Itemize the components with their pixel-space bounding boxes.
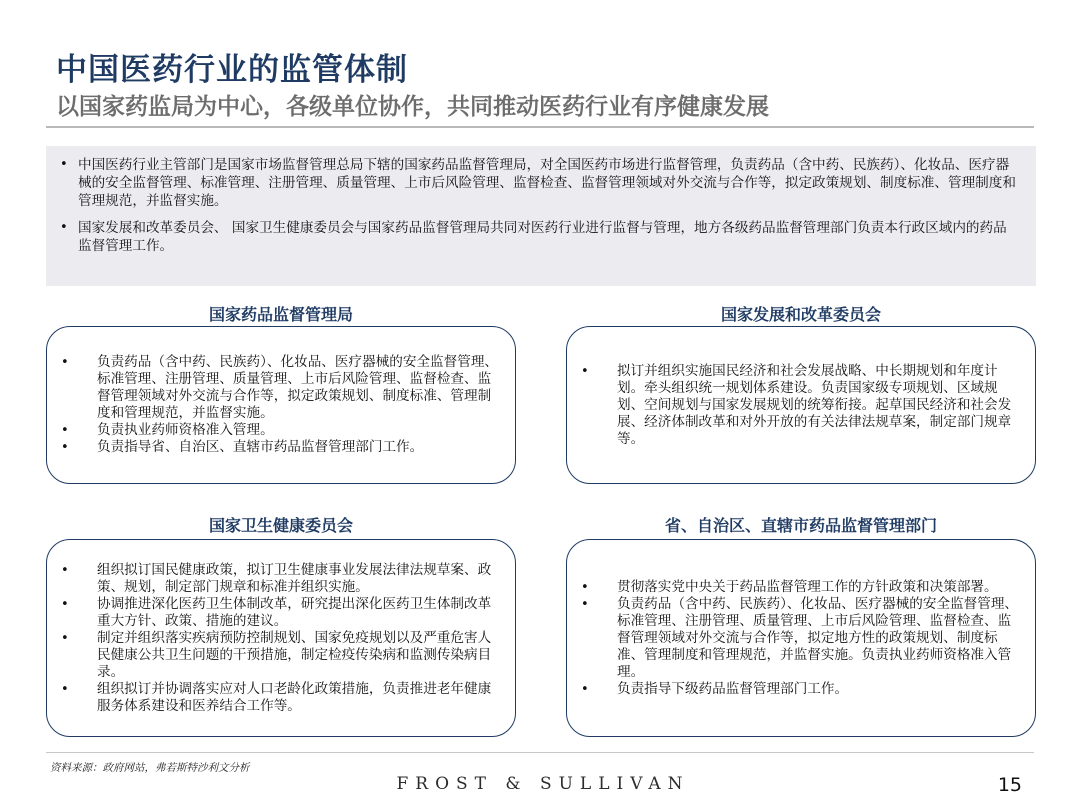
provincial-bullet-text: 贯彻落实党中央关于药品监督管理工作的方针政策和决策部署。 xyxy=(617,578,998,595)
bullet-icon: • xyxy=(61,440,69,455)
bullet-icon: • xyxy=(60,220,68,235)
provincial-bullet-text: 负责药品（含中药、民族药）、化妆品、医疗器械的安全监督管理、标准管理、注册管理、质量管理、上市后风险管理、监督检查、监督管理领域对外交流与合作等，拟定地方性的政策规划、制度标准、管理制度和管理规范，并监督实施。负责执业药师资格准入管理。 xyxy=(617,595,1019,680)
bullet-icon: • xyxy=(581,681,589,697)
provincial-bullet xyxy=(581,579,1021,596)
nhc-bullet xyxy=(61,562,501,596)
ndrc-bullet xyxy=(581,363,1021,448)
footer-divider xyxy=(46,752,1034,753)
bullet-icon: • xyxy=(61,596,69,612)
nmpa-box xyxy=(46,326,516,484)
nhc-bullet xyxy=(61,596,501,630)
page-number: 15 xyxy=(997,774,1022,796)
provincial-box xyxy=(566,539,1036,737)
provincial-bullet-text: 负责指导下级药品监督管理部门工作。 xyxy=(617,680,849,697)
ndrc-heading: 国家发展和改革委员会 xyxy=(720,305,881,324)
bullet-icon: • xyxy=(61,355,69,370)
nmpa-bullet-text: 负责药品（含中药、民族药）、化妆品、医疗器械的安全监督管理、标准管理、注册管理、质量管理、上市后风险管理、监督检查、监督管理领域对外交流与合作等，拟定政策规划、制度标准、管理制度和管理规范，并监督实施。 xyxy=(97,354,499,421)
bullet-icon: • xyxy=(61,423,69,438)
nhc-box xyxy=(46,539,516,737)
bullet-icon: • xyxy=(581,579,589,595)
ndrc-bullet-text: 拟订并组织实施国民经济和社会发展战略、中长期规划和年度计划。牵头组织统一规划体系建设。负责国家级专项规划、区域规划、空间规划与国家发展规划的统筹衔接。起草国民经济和社会发展、经济体制改革和对外开放的有关法律法规草案，制定部门规章等。 xyxy=(617,362,1012,447)
bullet-icon: • xyxy=(61,681,69,697)
bullet-icon: • xyxy=(60,157,68,172)
ndrc-box xyxy=(566,326,1036,484)
bullet-icon: • xyxy=(581,363,589,379)
title-divider xyxy=(46,126,1034,128)
provincial-bullet xyxy=(581,681,1021,698)
bullet-icon: • xyxy=(61,630,69,646)
page-subtitle: 以国家药监局为中心，各级单位协作，共同推动医药行业有序健康发展 xyxy=(56,94,769,120)
provincial-heading: 省、自治区、直辖市药品监督管理部门 xyxy=(664,516,937,535)
nmpa-bullet-text: 负责执业药师资格准入管理。 xyxy=(97,422,274,438)
nmpa-bullet xyxy=(61,422,501,439)
nmpa-bullet xyxy=(61,354,501,422)
nhc-bullet-text: 组织拟订国民健康政策，拟订卫生健康事业发展法律法规草案、政策、规划，制定部门规章和标准并组织实施。 xyxy=(97,561,492,595)
nhc-bullet-text: 协调推进深化医药卫生体制改革，研究提出深化医药卫生体制改革重大方针、政策、措施的建议。 xyxy=(97,595,492,629)
bullet-icon: • xyxy=(581,596,589,612)
intro-panel xyxy=(46,146,1036,286)
intro-bullet-text: 中国医药行业主管部门是国家市场监督管理总局下辖的国家药品监督管理局，对全国医药市场进行监督管理，负责药品（含中药、民族药）、化妆品、医疗器械的安全监督管理、标准管理、注册管理、质量管理、上市后风险管理、监督检查、监督管理领域对外交流与合作等，拟定政策规划、制度标准、管理制度和管理规范，并监督实施。 xyxy=(78,157,1016,209)
intro-bullet xyxy=(60,219,1020,255)
provincial-bullet xyxy=(581,596,1021,681)
intro-bullet-text: 国家发展和改革委员会、 国家卫生健康委员会与国家药品监督管理局共同对医药行业进行监督与管理，地方各级药品监督管理部门负责本行政区域内的药品监督管理工作。 xyxy=(78,220,1007,254)
nmpa-heading: 国家药品监督管理局 xyxy=(208,305,353,324)
page-title: 中国医药行业的监管体制 xyxy=(56,52,408,88)
nhc-heading: 国家卫生健康委员会 xyxy=(208,516,353,535)
nhc-bullet xyxy=(61,630,501,681)
nhc-bullet xyxy=(61,681,501,715)
nhc-bullet-text: 制定并组织落实疾病预防控制规划、国家免疫规划以及严重危害人民健康公共卫生问题的干预措施，制定检疫传染病和监测传染病目录。 xyxy=(97,629,492,680)
brand-logo: FROST & SULLIVAN xyxy=(396,774,690,794)
nhc-bullet-text: 组织拟订并协调落实应对人口老龄化政策措施，负责推进老年健康服务体系建设和医养结合工作等。 xyxy=(97,680,492,714)
nmpa-bullet-text: 负责指导省、自治区、直辖市药品监督管理部门工作。 xyxy=(97,439,424,455)
bullet-icon: • xyxy=(61,562,69,578)
source-note: 资料来源：政府网站，弗若斯特沙利文分析 xyxy=(50,762,250,774)
intro-bullet xyxy=(60,156,1020,210)
nmpa-bullet xyxy=(61,439,501,456)
